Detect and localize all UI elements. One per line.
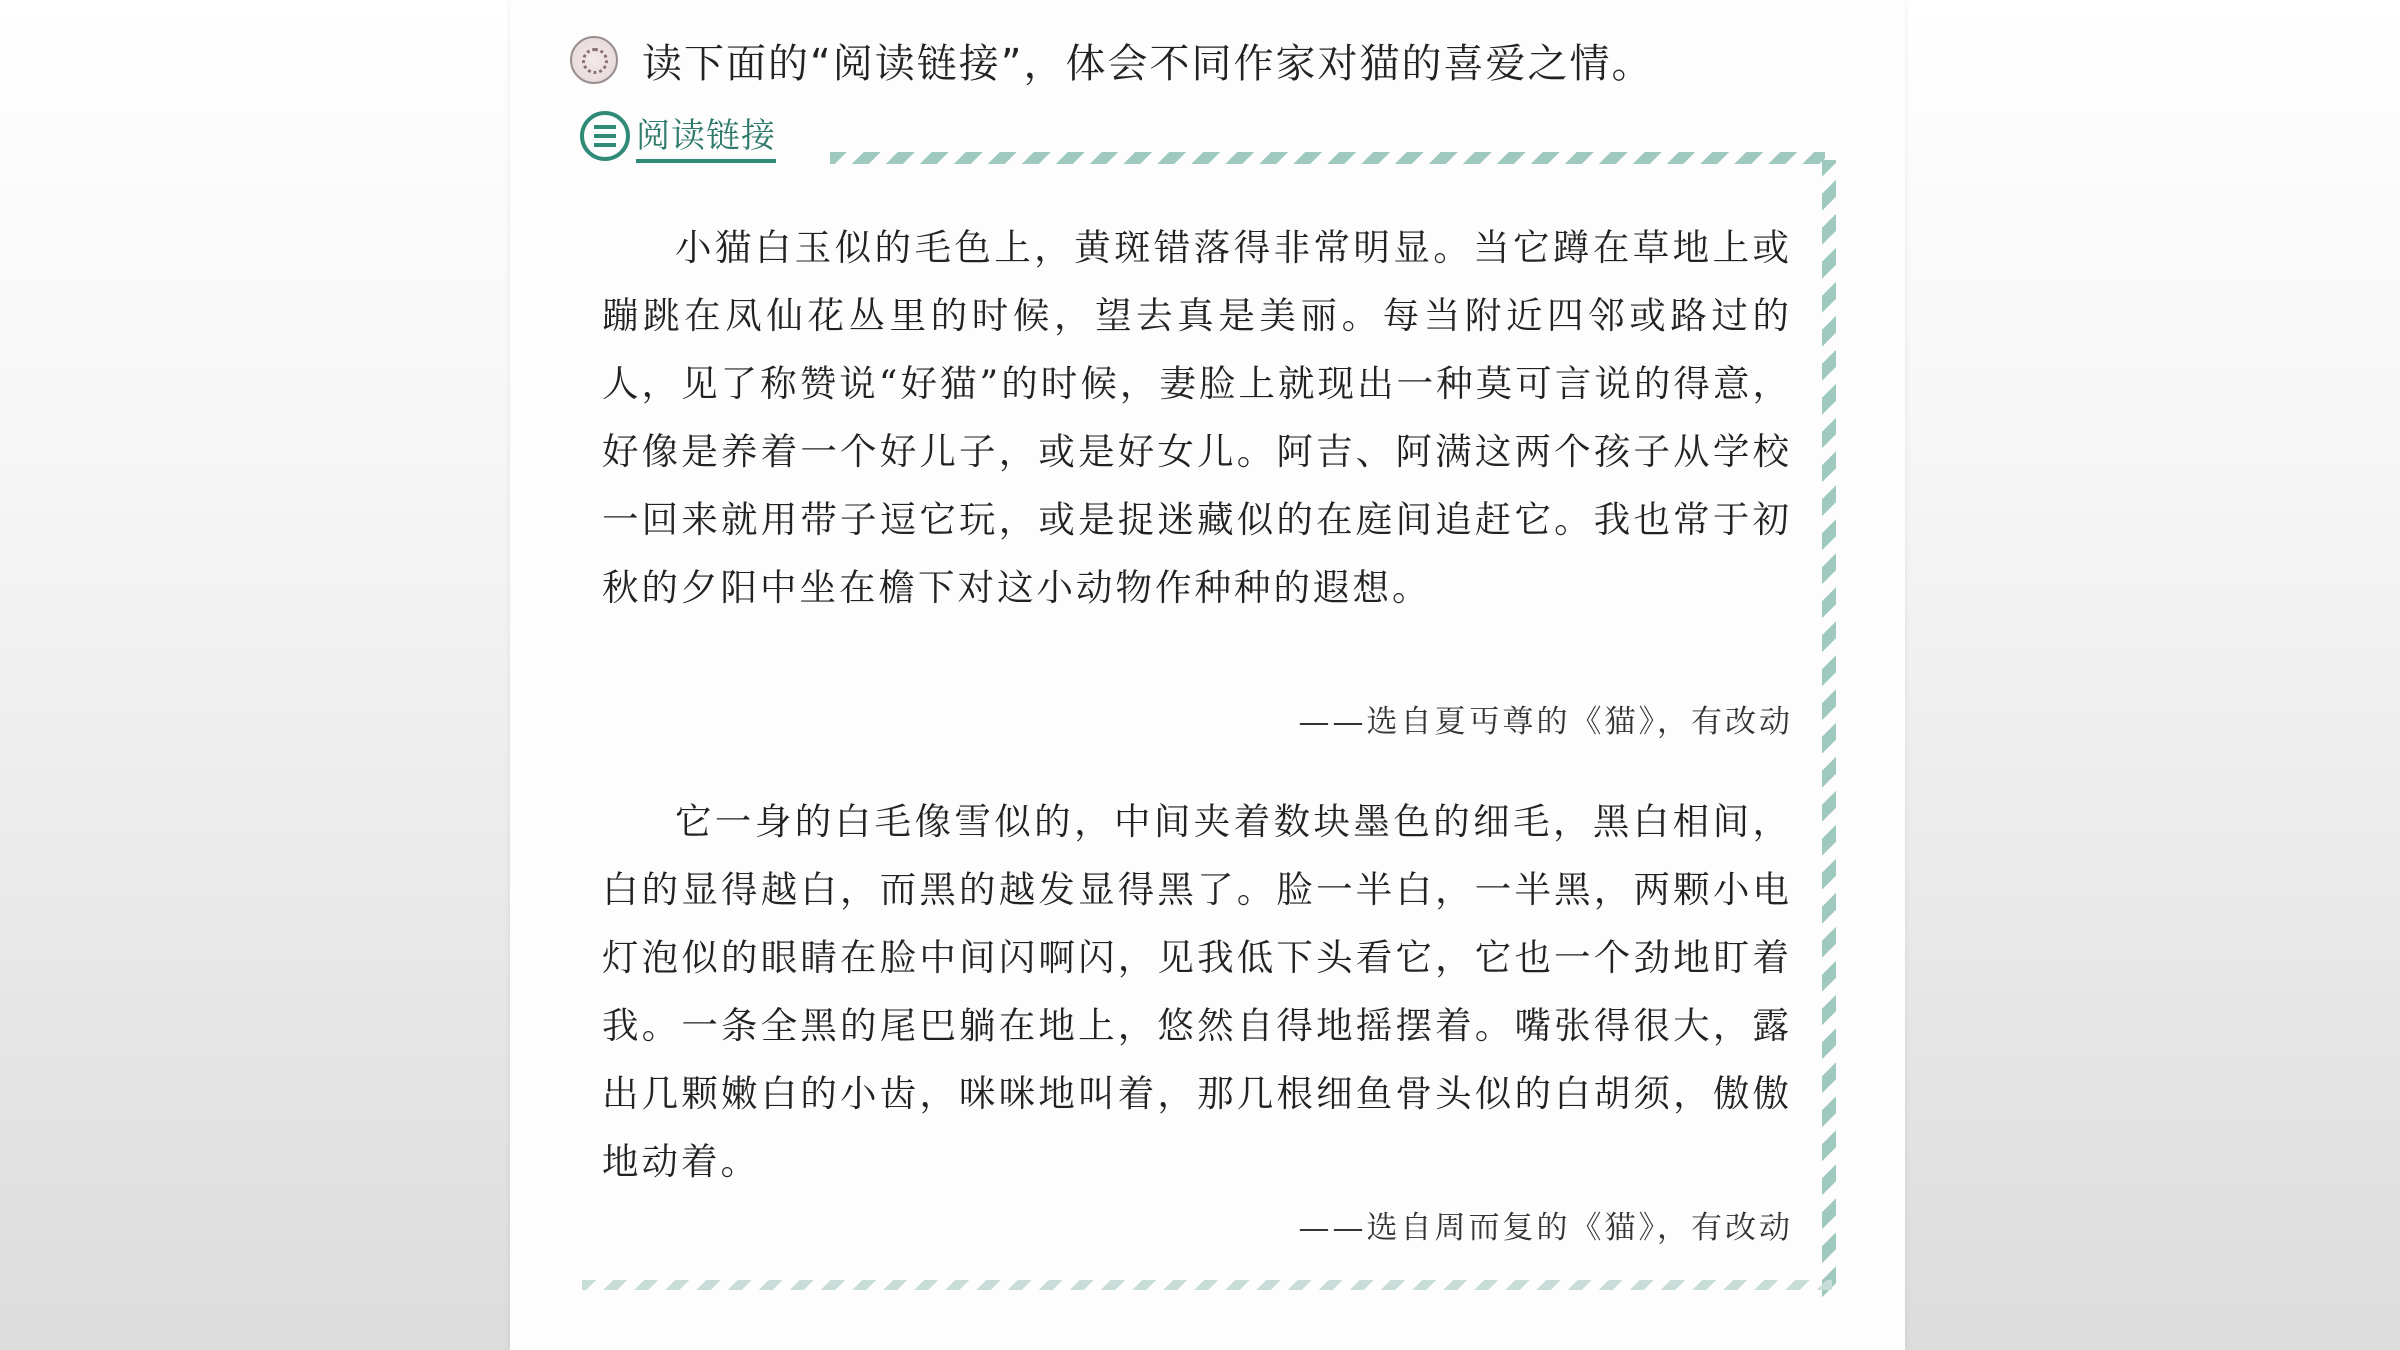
passage-1-text: 小猫白玉似的毛色上，黄斑错落得非常明显。当它蹲在草地上或蹦跳在凤仙花丛里的时候，望去真是美丽。每当附近四邻或路过的人，见了称赞说“好猫”的时候，妻脸上就现出一种莫可言说的得意，好像是养着一个好儿子，或是好女儿。阿吉、阿满这两个孩子从学校一回来就用带子逗它玩，或是捉迷藏似的在庭间追赶它。我也常于初秋的夕阳中坐在檐下对这小动物作种种的遐想。 bbox=[602, 226, 1792, 609]
reading-link-header bbox=[580, 108, 776, 163]
passage-1-source: ——选自夏丏尊的《猫》，有改动 bbox=[1298, 704, 1793, 740]
passage-2-source: ——选自周而复的《猫》，有改动 bbox=[1298, 1210, 1793, 1246]
textbook-page bbox=[510, 0, 1905, 1350]
dashed-frame-top bbox=[830, 152, 1825, 164]
dashed-frame-bottom bbox=[582, 1280, 1832, 1290]
instruction-text: 读下面的“阅读链接”，体会不同作家对猫的喜爱之情。 bbox=[642, 40, 1654, 87]
book-list-icon bbox=[580, 111, 630, 161]
seal-icon bbox=[570, 36, 618, 84]
passage-2-text: 它一身的白毛像雪似的，中间夹着数块墨色的细毛，黑白相间，白的显得越白，而黑的越发显得黑了。脸一半白，一半黑，两颗小电灯泡似的眼睛在脸中间闪啊闪，见我低下头看它，它也一个劲地盯着我。一条全黑的尾巴躺在地上，悠然自得地摇摆着。嘴张得很大，露出几颗嫩白的小齿，咪咪地叫着，那几根细鱼骨头似的白胡须，傲傲地动着。 bbox=[602, 800, 1792, 1183]
instruction-line bbox=[570, 30, 1653, 90]
dashed-frame-right bbox=[1822, 160, 1836, 1300]
reading-link-title: 阅读链接 bbox=[636, 108, 776, 163]
